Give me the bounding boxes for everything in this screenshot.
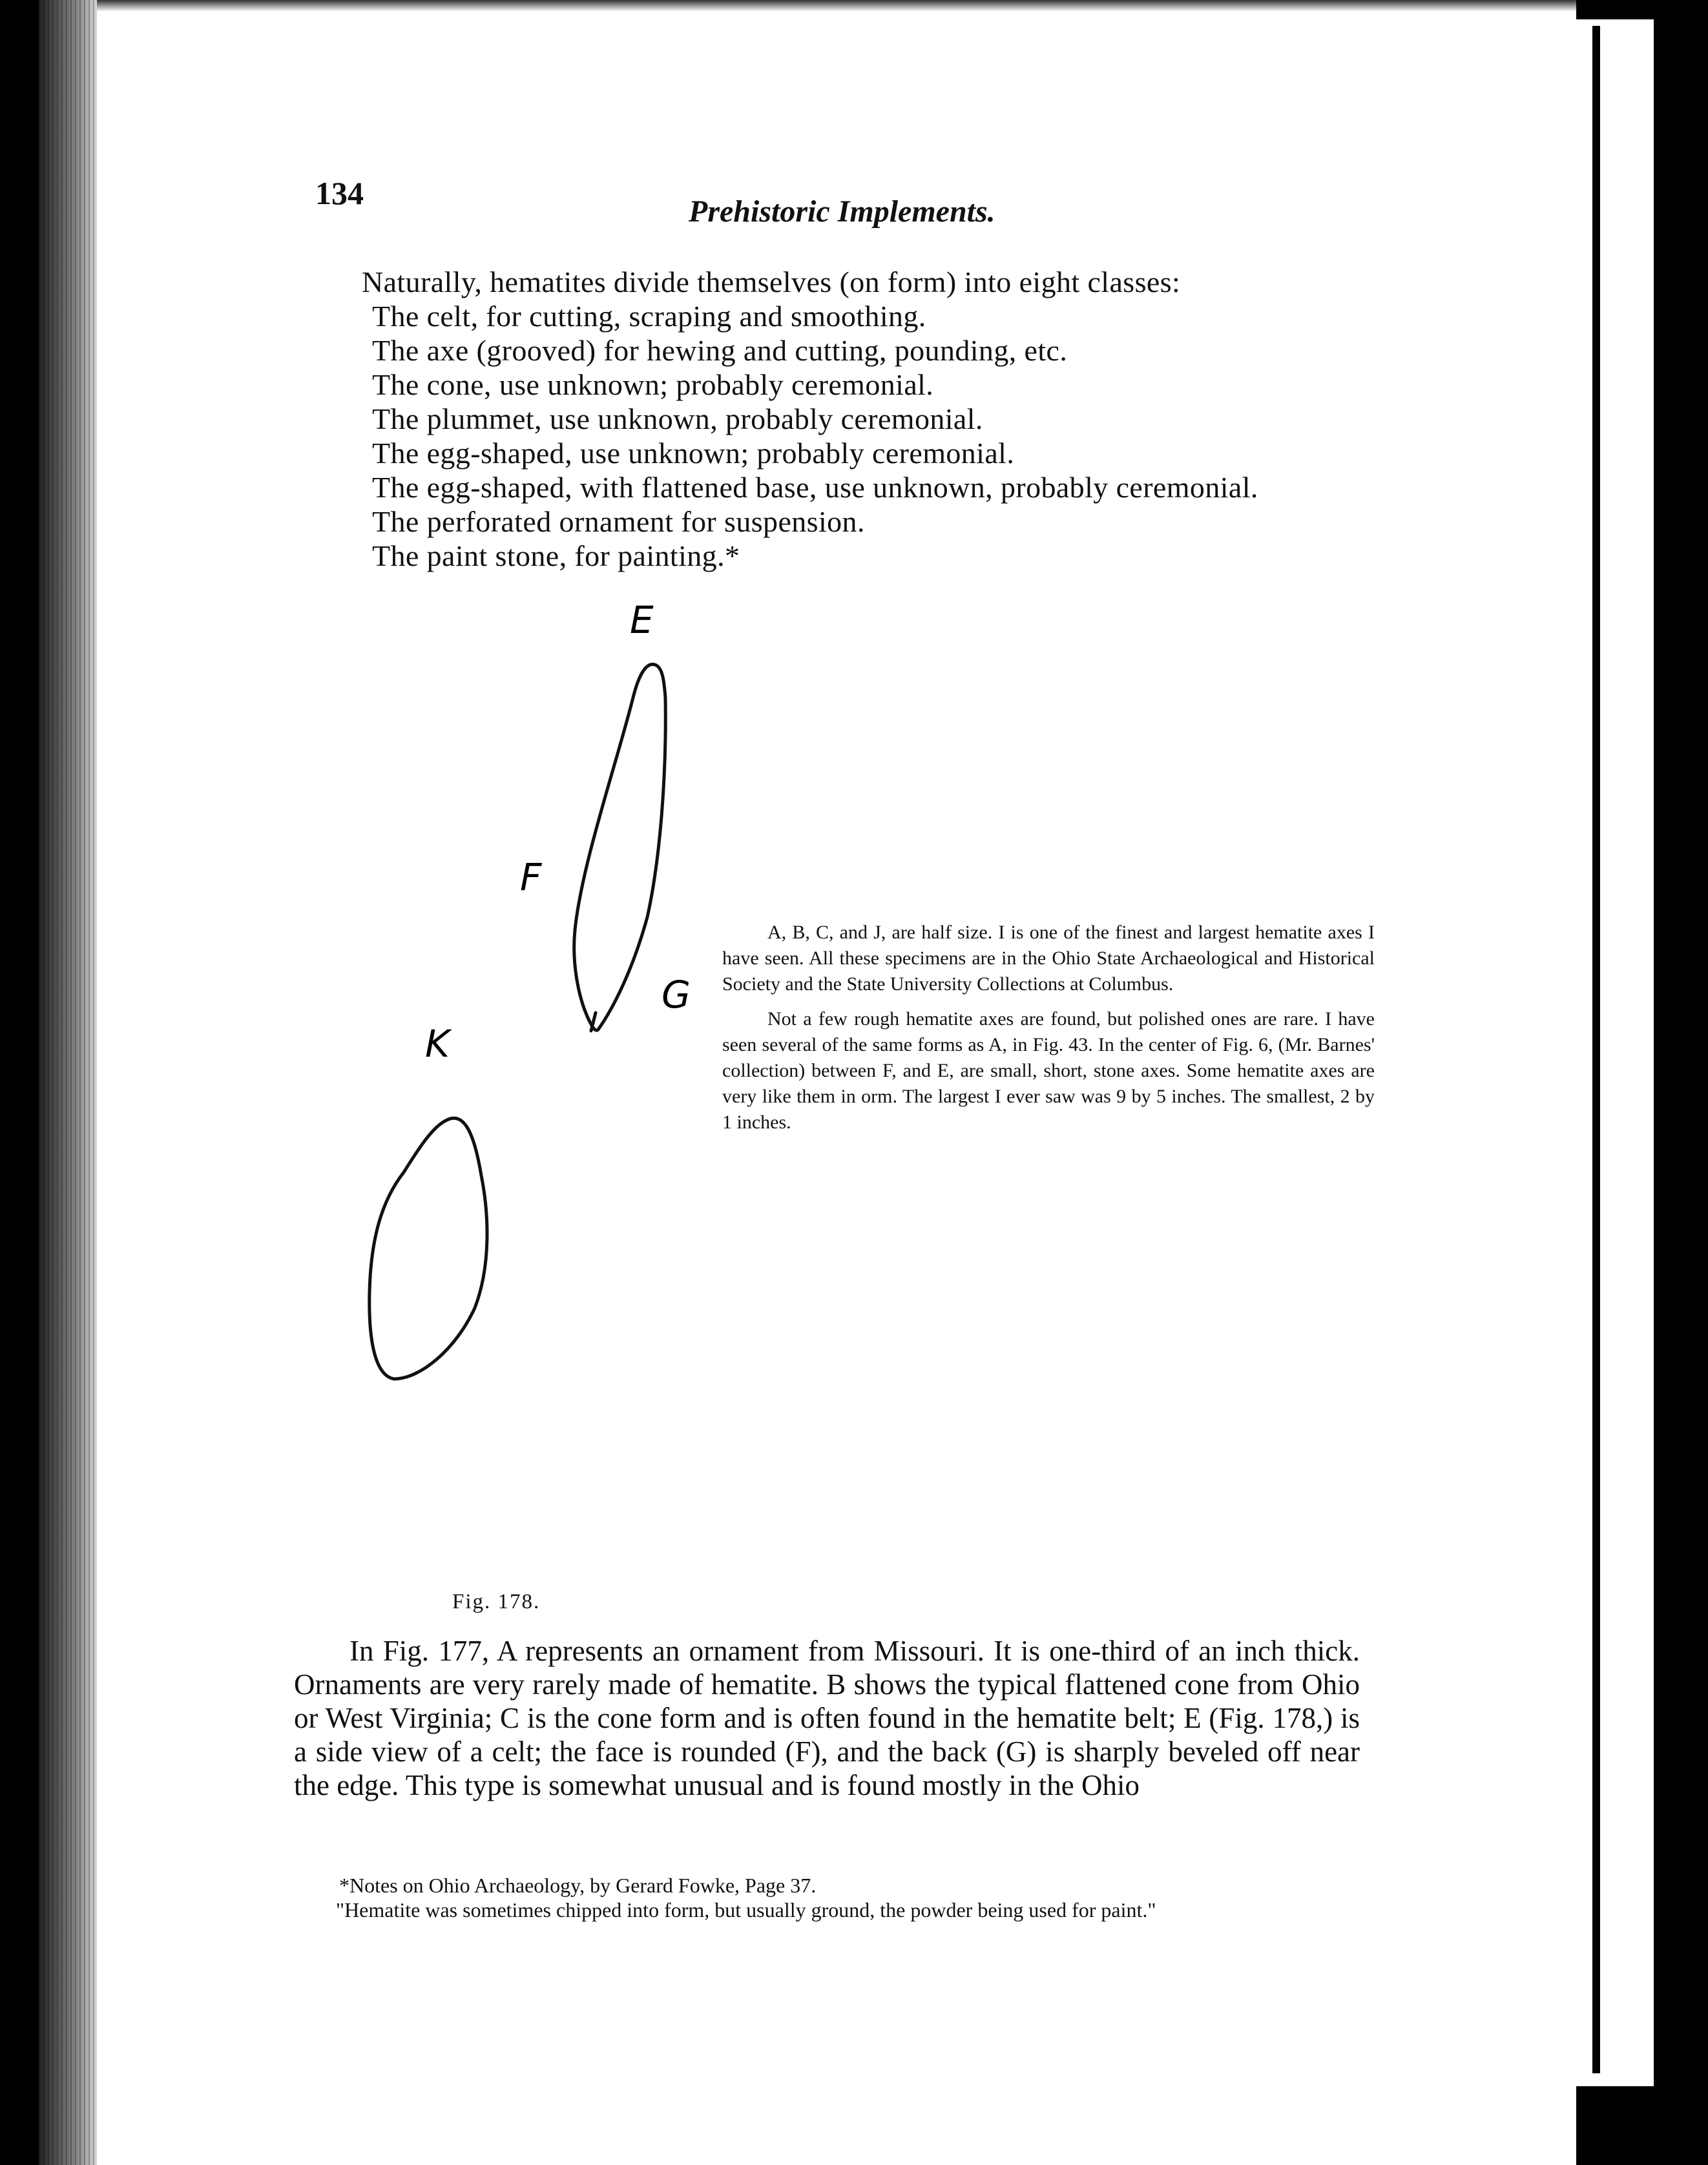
class-item: The cone, use unknown; probably ceremonial. xyxy=(372,368,934,401)
celt-face-outline-k xyxy=(370,1118,487,1379)
page-number: 134 xyxy=(315,175,364,211)
caption-paragraph: Not a few rough hematite axes are found, but polished ones are rare. I have seen several of the same forms as A, in Fig. 43. In the center of Fig. 6, (Mr. Barnes' collection) between F, and E, are small, short, stone axes. Some hematite axes are very like them in orm. The largest I ever saw was 9 by 5 inches. The smallest, 2 by 1 inches. xyxy=(722,1008,1375,1133)
figure-label: Fig. 178. xyxy=(452,1590,541,1613)
class-item: The egg-shaped, use unknown; probably ceremonial. xyxy=(372,437,1015,470)
footnote: "Hematite was sometimes chipped into form, but usually ground, the powder being used for paint." xyxy=(336,1898,1156,1922)
body-text xyxy=(294,1634,1360,1802)
class-item: The perforated ornament for suspension. xyxy=(372,505,865,538)
figure-letter-g: G xyxy=(661,973,691,1017)
class-item: The celt, for cutting, scraping and smoothing. xyxy=(372,300,926,333)
body-paragraph: In Fig. 177, A represents an ornament from Missouri. It is one-third of an inch thick. Ornaments are very rarely made of hematite. B shows the typical flattened cone from Ohio or West Virginia; C is the cone form and is often found in the hematite belt; E (Fig. 178,) is a side view of a celt; the face is rounded (F), and the back (G) is sharply beveled off near the edge. This type is somewhat unusual and is found mostly in the Ohio xyxy=(294,1635,1360,1801)
class-item: The axe (grooved) for hewing and cutting, pounding, etc. xyxy=(372,334,1068,367)
classes-intro: Naturally, hematites divide themselves (on form) into eight classes: xyxy=(362,265,1181,298)
class-item: The paint stone, for painting.* xyxy=(372,539,740,572)
class-item: The egg-shaped, with flattened base, use unknown, probably ceremonial. xyxy=(372,471,1258,504)
celt-side-outline-e xyxy=(574,665,666,1031)
figure-letter-e: E xyxy=(630,598,654,642)
running-title: Prehistoric Implements. xyxy=(689,194,995,229)
figure-letter-f: F xyxy=(520,855,542,899)
class-item: The plummet, use unknown, probably ceremonial. xyxy=(372,402,983,435)
figure-letter-k: K xyxy=(425,1022,450,1066)
figure-caption xyxy=(722,920,1375,1135)
caption-paragraph: A, B, C, and J, are half size. I is one of the finest and largest hematite axes I have seen. All these specimens are in the Ohio State Archaeological and Historical Society and the State University Collections at Columbus. xyxy=(722,922,1375,995)
footnotes xyxy=(271,1873,1370,1922)
footnote: *Notes on Ohio Archaeology, by Gerard Fowke, Page 37. xyxy=(339,1874,817,1897)
